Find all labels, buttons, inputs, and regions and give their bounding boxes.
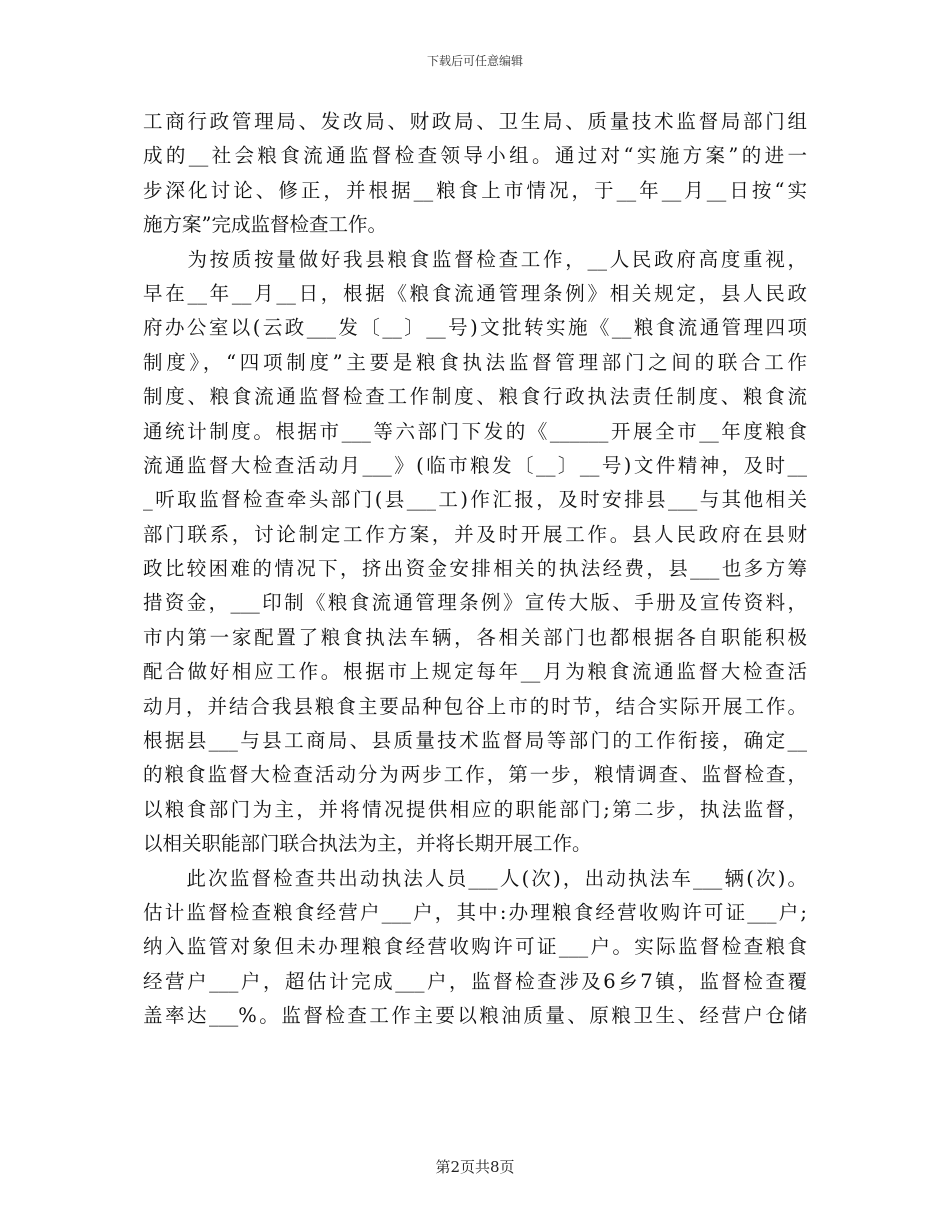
text-line: 施方案”完成监督检查工作。: [143, 213, 387, 237]
text-line: 工商行政管理局、发改局、财政局、卫生局、质量技术监督局部门组: [143, 110, 807, 133]
text-line: 通统计制度。根据市___等六部门下发的《______开展全市__年度粮食: [143, 419, 807, 443]
text-line: 制度》，“四项制度”主要是粮食执法监督管理部门之间的联合工作: [143, 350, 807, 374]
text-line: 早在__年__月__日，根据《粮食流通管理条例》相关规定，县人民政: [143, 281, 807, 305]
text-line: 的粮食监督大检查活动分为两步工作，第一步，粮情调查、监督检查，: [143, 763, 807, 787]
text-line: 市内第一家配置了粮食执法车辆，各相关部门也都根据各自职能积极: [143, 625, 807, 649]
text-line: 府办公室以(云政___发〔__〕__号)文批转实施《__粮食流通管理四项: [143, 316, 807, 340]
page-header: 下载后可任意编辑: [426, 54, 523, 68]
text-line: 部门联系，讨论制定工作方案，并及时开展工作。县人民政府在县财: [143, 522, 807, 546]
text-line: 经营户___户，超估计完成___户，监督检查涉及6乡7镇，监督检查覆: [143, 969, 807, 993]
text-line: 流通监督大检查活动月___》(临市粮发〔__〕__号)文件精神，及时__: [143, 453, 807, 477]
text-line: 以相关职能部门联合执法为主，并将长期开展工作。: [143, 832, 592, 856]
text-line: 政比较困难的情况下，挤出资金安排相关的执法经费，县___也多方筹: [143, 557, 807, 581]
text-line: 根据县___与县工商局、县质量技术监督局等部门的工作衔接，确定__: [143, 729, 807, 753]
text-line: _听取监督检查牵头部门(县___工)作汇报，及时安排县___与其他相关: [143, 488, 807, 512]
text-line: 动月，并结合我县粮食主要品种包谷上市的时节，结合实际开展工作。: [143, 694, 807, 718]
page-number-footer: 第2页共8页: [435, 1158, 515, 1176]
text-line: 以粮食部门为主，并将情况提供相应的职能部门;第二步，执法监督，: [143, 797, 807, 821]
text-line: 制度、粮食流通监督检查工作制度、粮食行政执法责任制度、粮食流: [143, 385, 807, 409]
text-line: 估计监督检查粮食经营户___户，其中:办理粮食经营收购许可证___户;: [143, 900, 807, 924]
text-line: 措资金，___印制《粮食流通管理条例》宣传大版、手册及宣传资料，: [143, 591, 807, 615]
text-line: 纳入监管对象但未办理粮食经营收购许可证___户。实际监督检查粮食: [143, 935, 807, 959]
text-line: 此次监督检查共出动执法人员___人(次)，出动执法车___辆(次)。: [143, 866, 807, 890]
text-line: 为按质按量做好我县粮食监督检查工作，__人民政府高度重视，: [143, 247, 807, 271]
text-line: 盖率达___%。监督检查工作主要以粮油质量、原粮卫生、经营户仓储: [143, 1004, 807, 1028]
text-line: 配合做好相应工作。根据市上规定每年__月为粮食流通监督大检查活: [143, 660, 807, 684]
text-line: 步深化讨论、修正，并根据__粮食上市情况，于__年__月__日按“实: [143, 178, 807, 202]
document-body: [143, 105, 807, 1034]
text-line: 成的__社会粮食流通监督检查领导小组。通过对“实施方案”的进一: [143, 144, 807, 168]
